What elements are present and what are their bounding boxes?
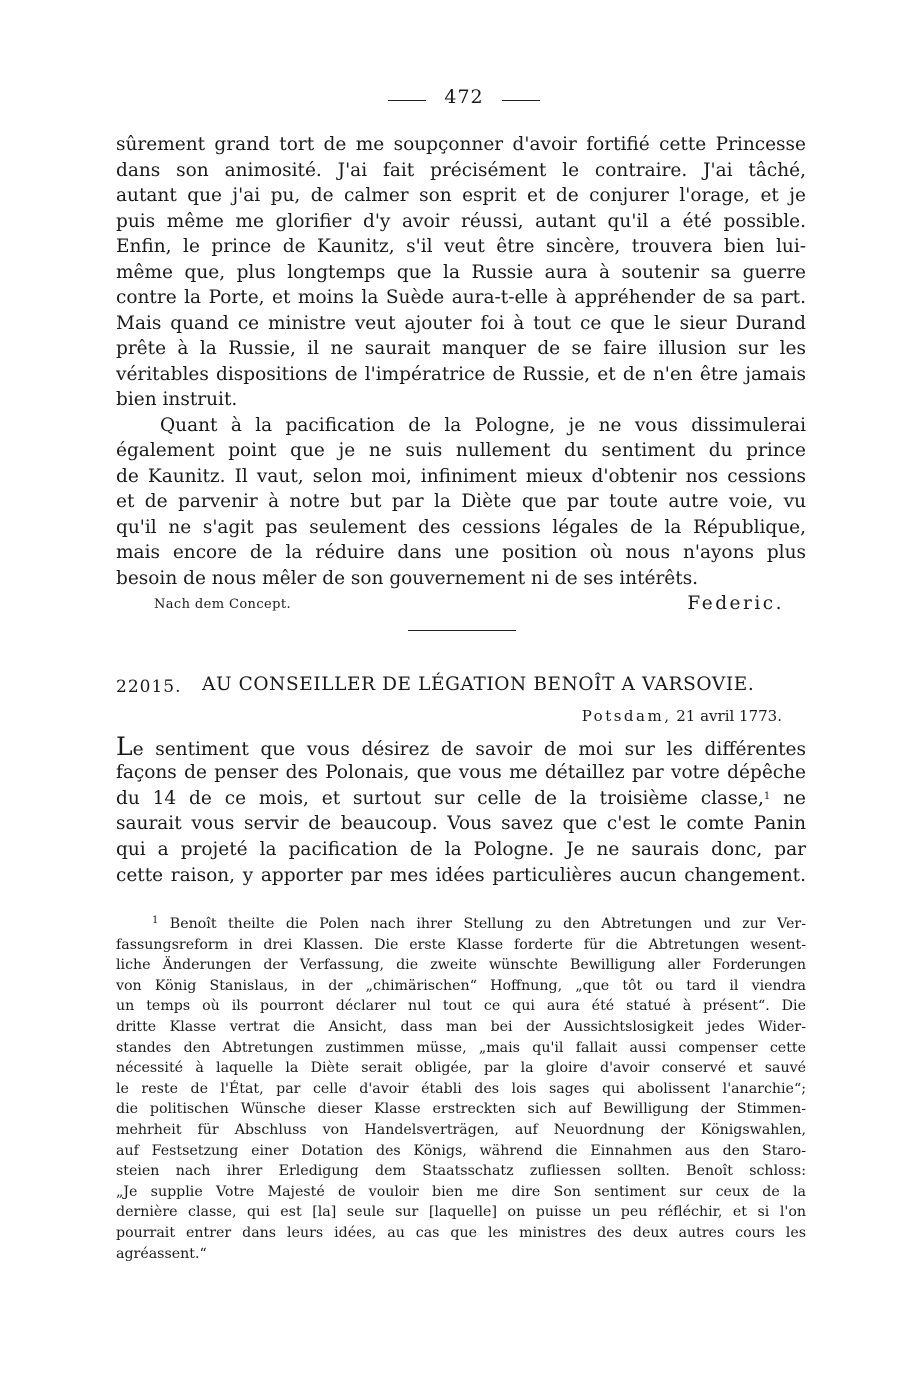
- footnote-line: liche Änderungen der Verfassung, die zweite wünschte Bewilligung aller Forderungen: [116, 957, 806, 974]
- footnote-reference: 1: [763, 790, 771, 802]
- footnote-line: agréassent.“: [116, 1245, 207, 1262]
- text-line: besoin de nous mêler de son gouvernement ni de ses intérêts.: [116, 567, 699, 589]
- text-line: et de parvenir à notre but par la Diète que par toute autre voie, vu: [116, 491, 806, 512]
- dateline-place: Potsdam,: [581, 707, 672, 725]
- text-line: de Kaunitz. Il vaut, selon moi, infiniment mieux d'obtenir nos cessions: [116, 465, 806, 487]
- footnote-line: auf Festsetzung einer Dotation des Königs, während die Einnahmen aus den Staro-: [116, 1142, 806, 1159]
- text-line: mais encore de la réduire dans une position où nous n'ayons plus: [116, 542, 806, 563]
- text-line: Quant à la pacification de la Pologne, je ne vous dissimulerai: [160, 414, 806, 436]
- document-heading: [116, 674, 806, 700]
- document-number: 22015.: [116, 677, 182, 697]
- signer-name: Federic.: [687, 593, 784, 614]
- footnote-line: [116, 914, 806, 935]
- footnote-line: un temps où ils pourront déclarer nul tout ce qui aura été statué à présent“. Die: [116, 998, 806, 1015]
- text-line: contre la Porte, et moins la Suède aura-t-elle à appréhender de sa part.: [116, 287, 806, 308]
- text-line: également point que je ne suis nullement du sentiment du prince: [116, 440, 806, 461]
- text-line: dans son animosité. J'ai fait précisément le contraire. J'ai tâché,: [116, 159, 806, 181]
- footnote-line: dritte Klasse vertrat die Ansicht, dass man bei der Aussichtslosigkeit jedes Wider-: [116, 1018, 806, 1035]
- text-line: autant que j'ai pu, de calmer son esprit et de conjurer l'orage, et je: [116, 185, 806, 206]
- text-line: [116, 786, 806, 812]
- document-title: AU CONSEILLER DE LÉGATION BENOÎT A VARSOVIE.: [202, 674, 755, 695]
- text-line: puis même me glorifier d'y avoir réussi, autant qu'il a été possible.: [116, 210, 806, 232]
- header-rule-left: [388, 100, 426, 101]
- footnote-line: dernière classe, qui est [la] seule sur [laquelle] on puisse un peu réfléchir, et si l'on: [116, 1204, 806, 1221]
- dateline: [582, 707, 782, 729]
- text-segment: ne: [770, 787, 806, 809]
- letter-continuation: [116, 132, 806, 591]
- footnote-line: fassungsreform in drei Klassen. Die erste Klasse forderte für die Abtretungen wesent-: [116, 936, 806, 953]
- text-line: Mais quand ce ministre veut ajouter foi à tout ce que le sieur Durand: [116, 312, 806, 334]
- text-line: véritables dispositions de l'impératrice de Russie, et de n'en être jamais: [116, 363, 806, 385]
- footnote: [116, 914, 806, 1264]
- text-line: [116, 734, 806, 760]
- letter-body: [116, 734, 806, 889]
- footnote-line: von König Stanislaus, in der „chimärischen“ Hoffnung, „que tôt ou tard il viendra: [116, 977, 806, 994]
- signature-line: [154, 593, 784, 617]
- text-segment: e sentiment que vous désirez de savoir de moi sur les différentes: [132, 739, 806, 760]
- footnote-line: mehrheit für Abschluss von Handelsverträgen, auf Neuordnung der Königswahlen,: [116, 1121, 806, 1138]
- text-line: cette raison, y apporter par mes idées particulières aucun changement.: [116, 864, 806, 886]
- text-line: saurait vous servir de beaucoup. Vous savez que c'est le comte Panin: [116, 813, 806, 835]
- footnote-line: steien nach ihrer Erledigung dem Staatsschatz zufliessen sollten. Benoît schloss:: [116, 1163, 806, 1180]
- text-line: qui a projeté la pacification de la Pologne. Je ne saurais donc, par: [116, 839, 806, 861]
- text-line: Enfin, le prince de Kaunitz, s'il veut être sincère, trouvera bien lui-: [116, 236, 806, 257]
- footnote-line: die politischen Wünsche dieser Klasse erstreckten sich auf Bewilligung der Stimmen-: [116, 1101, 806, 1118]
- text-line: sûrement grand tort de me soupçonner d'avoir fortifié cette Princesse: [116, 134, 806, 155]
- source-note: Nach dem Concept.: [154, 597, 291, 612]
- text-segment: du 14 de ce mois, et surtout sur celle de la troisième classe,: [116, 787, 764, 809]
- footnote-line: standes den Abtretungen zustimmen müsse, „mais qu'il fallait aussi compenser cette: [116, 1039, 806, 1056]
- footnote-line: „Je supplie Votre Majesté de vouloir bien me dire Son sentiment sur ceux de la: [116, 1183, 806, 1200]
- footnote-line: nécessité à laquelle la Diète serait obligée, par la gloire d'avoir conservé et sauvé: [116, 1060, 806, 1077]
- footnote-line: pourrait entrer dans leurs idées, au cas que les ministres des deux autres cours les: [116, 1224, 806, 1241]
- footnote-marker: 1: [152, 915, 159, 926]
- section-separator: [408, 630, 516, 631]
- text-line: qu'il ne s'agit pas seulement des cessions légales de la République,: [116, 516, 806, 538]
- page-header: [0, 86, 900, 116]
- dateline-date: 21 avril 1773.: [676, 707, 782, 725]
- text-line: façons de penser des Polonais, que vous me détaillez par votre dépêche: [116, 761, 806, 783]
- text-line: même que, plus longtemps que la Russie aura à soutenir sa guerre: [116, 261, 806, 283]
- footnote-line: le reste de l'État, par celle d'avoir établi des lois sages qui abolissent l'anarchie“;: [116, 1080, 806, 1097]
- text-line: prête à la Russie, il ne saurait manquer de se faire illusion sur les: [116, 338, 806, 359]
- initial-letter: L: [116, 732, 133, 761]
- page-number: 472: [444, 86, 484, 108]
- text-segment: Benoît theilte die Polen nach ihrer Stellung zu den Abtretungen und zur Ver-: [158, 916, 806, 932]
- text-line: bien instruit.: [116, 389, 238, 410]
- header-rule-right: [502, 100, 540, 101]
